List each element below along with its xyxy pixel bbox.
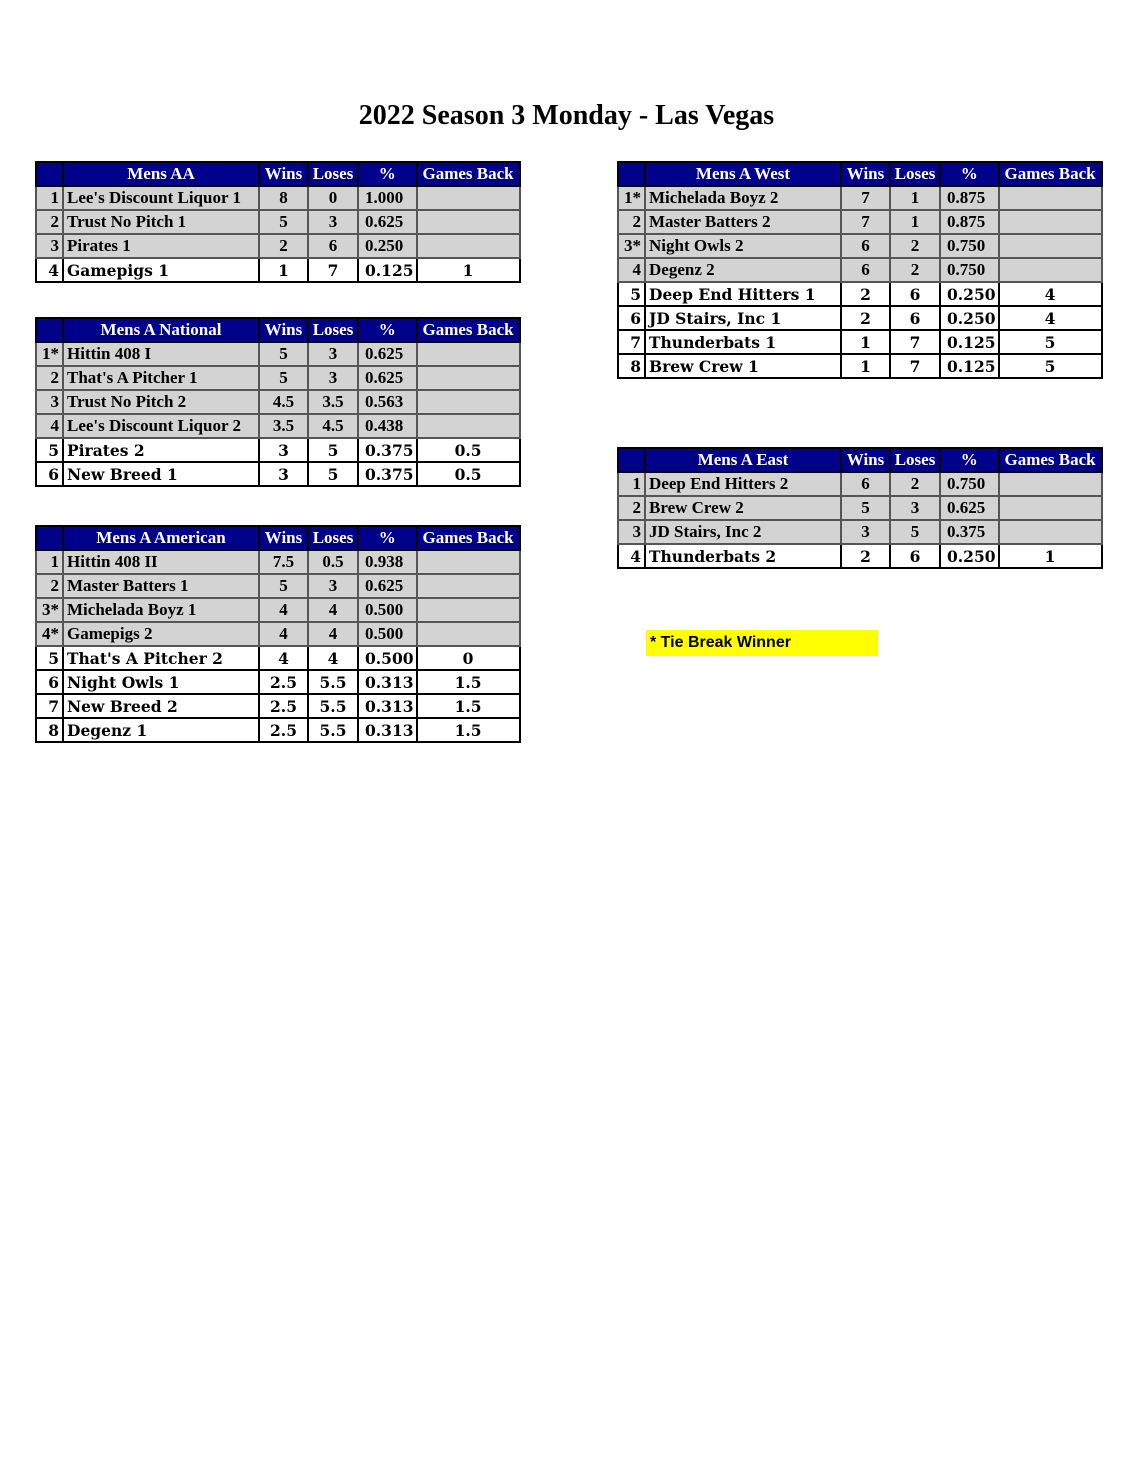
rank-header — [618, 162, 645, 186]
team-name: Thunderbats 2 — [645, 544, 841, 568]
wins-cell: 4 — [259, 646, 308, 670]
wins-cell: 2.5 — [259, 694, 308, 718]
games-back-cell: 5 — [999, 354, 1102, 378]
wins-cell: 5 — [841, 496, 890, 520]
pct-cell: 0.875 — [940, 210, 999, 234]
loses-cell: 7 — [890, 330, 940, 354]
pct-cell: 0.625 — [940, 496, 999, 520]
loses-header: Loses — [308, 318, 358, 342]
wins-header: Wins — [259, 526, 308, 550]
wins-header: Wins — [259, 162, 308, 186]
games-back-cell — [999, 258, 1102, 282]
loses-header: Loses — [890, 162, 940, 186]
team-name: New Breed 2 — [63, 694, 259, 718]
team-name: Michelada Boyz 2 — [645, 186, 841, 210]
table-header-row — [36, 526, 520, 550]
games-back-cell — [999, 520, 1102, 544]
games-back-cell — [417, 210, 520, 234]
rank-cell: 3 — [36, 390, 63, 414]
team-name: Gamepigs 2 — [63, 622, 259, 646]
rank-cell: 7 — [36, 694, 63, 718]
rank-cell: 5 — [36, 646, 63, 670]
wins-cell: 7.5 — [259, 550, 308, 574]
loses-header: Loses — [890, 448, 940, 472]
pct-cell: 0.125 — [940, 330, 999, 354]
table-row — [618, 330, 1102, 354]
games-back-header: Games Back — [999, 448, 1102, 472]
division-name: Mens A East — [645, 448, 841, 472]
pct-cell: 0.375 — [940, 520, 999, 544]
table-row — [618, 544, 1102, 568]
rank-cell: 2 — [618, 210, 645, 234]
wins-cell: 3.5 — [259, 414, 308, 438]
team-name: Trust No Pitch 1 — [63, 210, 259, 234]
games-back-cell — [999, 210, 1102, 234]
table-header-row — [36, 318, 520, 342]
loses-cell: 0.5 — [308, 550, 358, 574]
loses-cell: 5.5 — [308, 718, 358, 742]
pct-header: % — [358, 162, 417, 186]
pct-cell: 0.250 — [940, 544, 999, 568]
wins-cell: 3 — [259, 438, 308, 462]
team-name: Brew Crew 2 — [645, 496, 841, 520]
rank-cell: 4 — [618, 544, 645, 568]
tie-break-legend: * Tie Break Winner — [646, 630, 878, 656]
loses-cell: 4 — [308, 598, 358, 622]
loses-cell: 3 — [308, 366, 358, 390]
wins-cell: 6 — [841, 234, 890, 258]
table-row — [36, 550, 520, 574]
table-row — [36, 718, 520, 742]
pct-cell: 0.563 — [358, 390, 417, 414]
loses-header: Loses — [308, 526, 358, 550]
games-back-cell — [417, 234, 520, 258]
loses-cell: 6 — [890, 306, 940, 330]
games-back-cell — [417, 550, 520, 574]
rank-cell: 2 — [36, 574, 63, 598]
table-row — [618, 306, 1102, 330]
loses-cell: 2 — [890, 472, 940, 496]
table-header-row — [36, 162, 520, 186]
rank-cell: 5 — [618, 282, 645, 306]
rank-cell: 8 — [36, 718, 63, 742]
team-name: Pirates 2 — [63, 438, 259, 462]
wins-cell: 5 — [259, 342, 308, 366]
loses-cell: 3 — [308, 342, 358, 366]
games-back-cell: 1 — [999, 544, 1102, 568]
loses-cell: 6 — [890, 544, 940, 568]
loses-cell: 3 — [308, 574, 358, 598]
division-name: Mens AA — [63, 162, 259, 186]
wins-cell: 5 — [259, 210, 308, 234]
wins-cell: 2 — [841, 544, 890, 568]
loses-cell: 5.5 — [308, 670, 358, 694]
wins-cell: 6 — [841, 472, 890, 496]
games-back-cell: 4 — [999, 282, 1102, 306]
division-name: Mens A American — [63, 526, 259, 550]
games-back-cell: 0.5 — [417, 438, 520, 462]
table-row — [36, 390, 520, 414]
wins-cell: 1 — [259, 258, 308, 282]
loses-cell: 5 — [308, 462, 358, 486]
wins-cell: 2 — [841, 306, 890, 330]
team-name: Gamepigs 1 — [63, 258, 259, 282]
games-back-cell — [417, 598, 520, 622]
team-name: Michelada Boyz 1 — [63, 598, 259, 622]
wins-cell: 3 — [841, 520, 890, 544]
loses-cell: 7 — [308, 258, 358, 282]
table-row — [36, 622, 520, 646]
pct-cell: 0.500 — [358, 646, 417, 670]
team-name: That's A Pitcher 1 — [63, 366, 259, 390]
loses-cell: 5 — [308, 438, 358, 462]
loses-cell: 3 — [890, 496, 940, 520]
pct-cell: 0.125 — [358, 258, 417, 282]
loses-header: Loses — [308, 162, 358, 186]
team-name: Trust No Pitch 2 — [63, 390, 259, 414]
games-back-cell: 1.5 — [417, 670, 520, 694]
table-row — [36, 462, 520, 486]
pct-cell: 0.875 — [940, 186, 999, 210]
games-back-header: Games Back — [417, 162, 520, 186]
table-row — [36, 186, 520, 210]
wins-header: Wins — [841, 448, 890, 472]
table-row — [36, 210, 520, 234]
pct-cell: 0.500 — [358, 598, 417, 622]
games-back-cell — [417, 186, 520, 210]
rank-cell: 4 — [36, 258, 63, 282]
pct-cell: 0.625 — [358, 366, 417, 390]
wins-cell: 2.5 — [259, 718, 308, 742]
rank-cell: 4* — [36, 622, 63, 646]
team-name: Master Batters 1 — [63, 574, 259, 598]
games-back-header: Games Back — [417, 318, 520, 342]
table-row — [618, 186, 1102, 210]
wins-header: Wins — [259, 318, 308, 342]
rank-header — [36, 318, 63, 342]
team-name: Degenz 2 — [645, 258, 841, 282]
pct-cell: 0.313 — [358, 670, 417, 694]
rank-header — [618, 448, 645, 472]
rank-cell: 3 — [618, 520, 645, 544]
table-row — [36, 438, 520, 462]
pct-cell: 0.125 — [940, 354, 999, 378]
games-back-cell — [417, 414, 520, 438]
rank-cell: 2 — [618, 496, 645, 520]
wins-cell: 1 — [841, 354, 890, 378]
rank-cell: 3* — [618, 234, 645, 258]
wins-cell: 2.5 — [259, 670, 308, 694]
team-name: New Breed 1 — [63, 462, 259, 486]
pct-cell: 0.750 — [940, 234, 999, 258]
table-row — [618, 496, 1102, 520]
wins-cell: 8 — [259, 186, 308, 210]
division-name: Mens A West — [645, 162, 841, 186]
pct-header: % — [358, 526, 417, 550]
pct-header: % — [358, 318, 417, 342]
table-row — [618, 520, 1102, 544]
table-row — [36, 342, 520, 366]
pct-cell: 0.750 — [940, 472, 999, 496]
table-row — [36, 258, 520, 282]
rank-cell: 4 — [618, 258, 645, 282]
games-back-cell — [417, 622, 520, 646]
standings-table-mens-a-american — [35, 525, 521, 743]
games-back-cell: 5 — [999, 330, 1102, 354]
games-back-cell: 0 — [417, 646, 520, 670]
rank-cell: 6 — [36, 670, 63, 694]
wins-cell: 3 — [259, 462, 308, 486]
pct-cell: 0.500 — [358, 622, 417, 646]
table-row — [618, 258, 1102, 282]
pct-cell: 0.250 — [358, 234, 417, 258]
pct-cell: 0.375 — [358, 462, 417, 486]
pct-cell: 0.438 — [358, 414, 417, 438]
table-row — [36, 670, 520, 694]
table-row — [36, 694, 520, 718]
table-row — [36, 234, 520, 258]
team-name: JD Stairs, Inc 1 — [645, 306, 841, 330]
loses-cell: 3.5 — [308, 390, 358, 414]
table-row — [618, 210, 1102, 234]
table-row — [618, 472, 1102, 496]
games-back-cell: 1.5 — [417, 694, 520, 718]
pct-cell: 0.313 — [358, 718, 417, 742]
team-name: Hittin 408 II — [63, 550, 259, 574]
games-back-cell — [999, 234, 1102, 258]
rank-cell: 2 — [36, 210, 63, 234]
table-row — [36, 574, 520, 598]
rank-cell: 1 — [36, 550, 63, 574]
wins-cell: 4 — [259, 622, 308, 646]
games-back-cell — [417, 574, 520, 598]
rank-cell: 8 — [618, 354, 645, 378]
pct-cell: 0.625 — [358, 574, 417, 598]
rank-cell: 7 — [618, 330, 645, 354]
rank-cell: 1 — [618, 472, 645, 496]
wins-header: Wins — [841, 162, 890, 186]
loses-cell: 1 — [890, 186, 940, 210]
pct-cell: 0.625 — [358, 210, 417, 234]
pct-header: % — [940, 162, 999, 186]
pct-cell: 0.375 — [358, 438, 417, 462]
games-back-header: Games Back — [417, 526, 520, 550]
pct-cell: 0.250 — [940, 306, 999, 330]
wins-cell: 5 — [259, 574, 308, 598]
team-name: Hittin 408 I — [63, 342, 259, 366]
games-back-cell — [417, 390, 520, 414]
games-back-cell: 0.5 — [417, 462, 520, 486]
loses-cell: 3 — [308, 210, 358, 234]
standings-table-mens-aa — [35, 161, 521, 283]
games-back-cell — [999, 186, 1102, 210]
loses-cell: 4 — [308, 646, 358, 670]
team-name: Degenz 1 — [63, 718, 259, 742]
loses-cell: 6 — [890, 282, 940, 306]
table-header-row — [618, 162, 1102, 186]
loses-cell: 4 — [308, 622, 358, 646]
table-row — [618, 282, 1102, 306]
wins-cell: 7 — [841, 186, 890, 210]
games-back-cell: 1 — [417, 258, 520, 282]
page-title: 2022 Season 3 Monday - Las Vegas — [358, 100, 775, 131]
team-name: Master Batters 2 — [645, 210, 841, 234]
rank-cell: 4 — [36, 414, 63, 438]
rank-cell: 5 — [36, 438, 63, 462]
wins-cell: 2 — [259, 234, 308, 258]
rank-cell: 1 — [36, 186, 63, 210]
wins-cell: 7 — [841, 210, 890, 234]
team-name: Night Owls 2 — [645, 234, 841, 258]
pct-cell: 1.000 — [358, 186, 417, 210]
table-row — [36, 414, 520, 438]
loses-cell: 4.5 — [308, 414, 358, 438]
wins-cell: 4.5 — [259, 390, 308, 414]
loses-cell: 2 — [890, 258, 940, 282]
rank-header — [36, 526, 63, 550]
games-back-cell: 1.5 — [417, 718, 520, 742]
pct-cell: 0.750 — [940, 258, 999, 282]
division-name: Mens A National — [63, 318, 259, 342]
games-back-cell: 4 — [999, 306, 1102, 330]
team-name: Lee's Discount Liquor 2 — [63, 414, 259, 438]
rank-cell: 1* — [618, 186, 645, 210]
games-back-cell — [999, 472, 1102, 496]
team-name: Deep End Hitters 1 — [645, 282, 841, 306]
games-back-header: Games Back — [999, 162, 1102, 186]
rank-header — [36, 162, 63, 186]
team-name: Pirates 1 — [63, 234, 259, 258]
games-back-cell — [417, 342, 520, 366]
games-back-cell — [999, 496, 1102, 520]
team-name: Thunderbats 1 — [645, 330, 841, 354]
rank-cell: 6 — [36, 462, 63, 486]
team-name: Deep End Hitters 2 — [645, 472, 841, 496]
loses-cell: 5.5 — [308, 694, 358, 718]
loses-cell: 0 — [308, 186, 358, 210]
rank-cell: 6 — [618, 306, 645, 330]
loses-cell: 5 — [890, 520, 940, 544]
standings-table-mens-a-east — [617, 447, 1103, 569]
pct-header: % — [940, 448, 999, 472]
pct-cell: 0.250 — [940, 282, 999, 306]
loses-cell: 6 — [308, 234, 358, 258]
team-name: JD Stairs, Inc 2 — [645, 520, 841, 544]
table-row — [36, 646, 520, 670]
wins-cell: 5 — [259, 366, 308, 390]
wins-cell: 4 — [259, 598, 308, 622]
pct-cell: 0.625 — [358, 342, 417, 366]
team-name: That's A Pitcher 2 — [63, 646, 259, 670]
pct-cell: 0.938 — [358, 550, 417, 574]
loses-cell: 1 — [890, 210, 940, 234]
table-row — [36, 366, 520, 390]
team-name: Lee's Discount Liquor 1 — [63, 186, 259, 210]
pct-cell: 0.313 — [358, 694, 417, 718]
team-name: Brew Crew 1 — [645, 354, 841, 378]
table-row — [36, 598, 520, 622]
table-row — [618, 234, 1102, 258]
rank-cell: 1* — [36, 342, 63, 366]
standings-table-mens-a-national — [35, 317, 521, 487]
rank-cell: 2 — [36, 366, 63, 390]
rank-cell: 3* — [36, 598, 63, 622]
loses-cell: 2 — [890, 234, 940, 258]
wins-cell: 6 — [841, 258, 890, 282]
games-back-cell — [417, 366, 520, 390]
table-row — [618, 354, 1102, 378]
team-name: Night Owls 1 — [63, 670, 259, 694]
standings-table-mens-a-west — [617, 161, 1103, 379]
table-header-row — [618, 448, 1102, 472]
rank-cell: 3 — [36, 234, 63, 258]
loses-cell: 7 — [890, 354, 940, 378]
wins-cell: 2 — [841, 282, 890, 306]
wins-cell: 1 — [841, 330, 890, 354]
